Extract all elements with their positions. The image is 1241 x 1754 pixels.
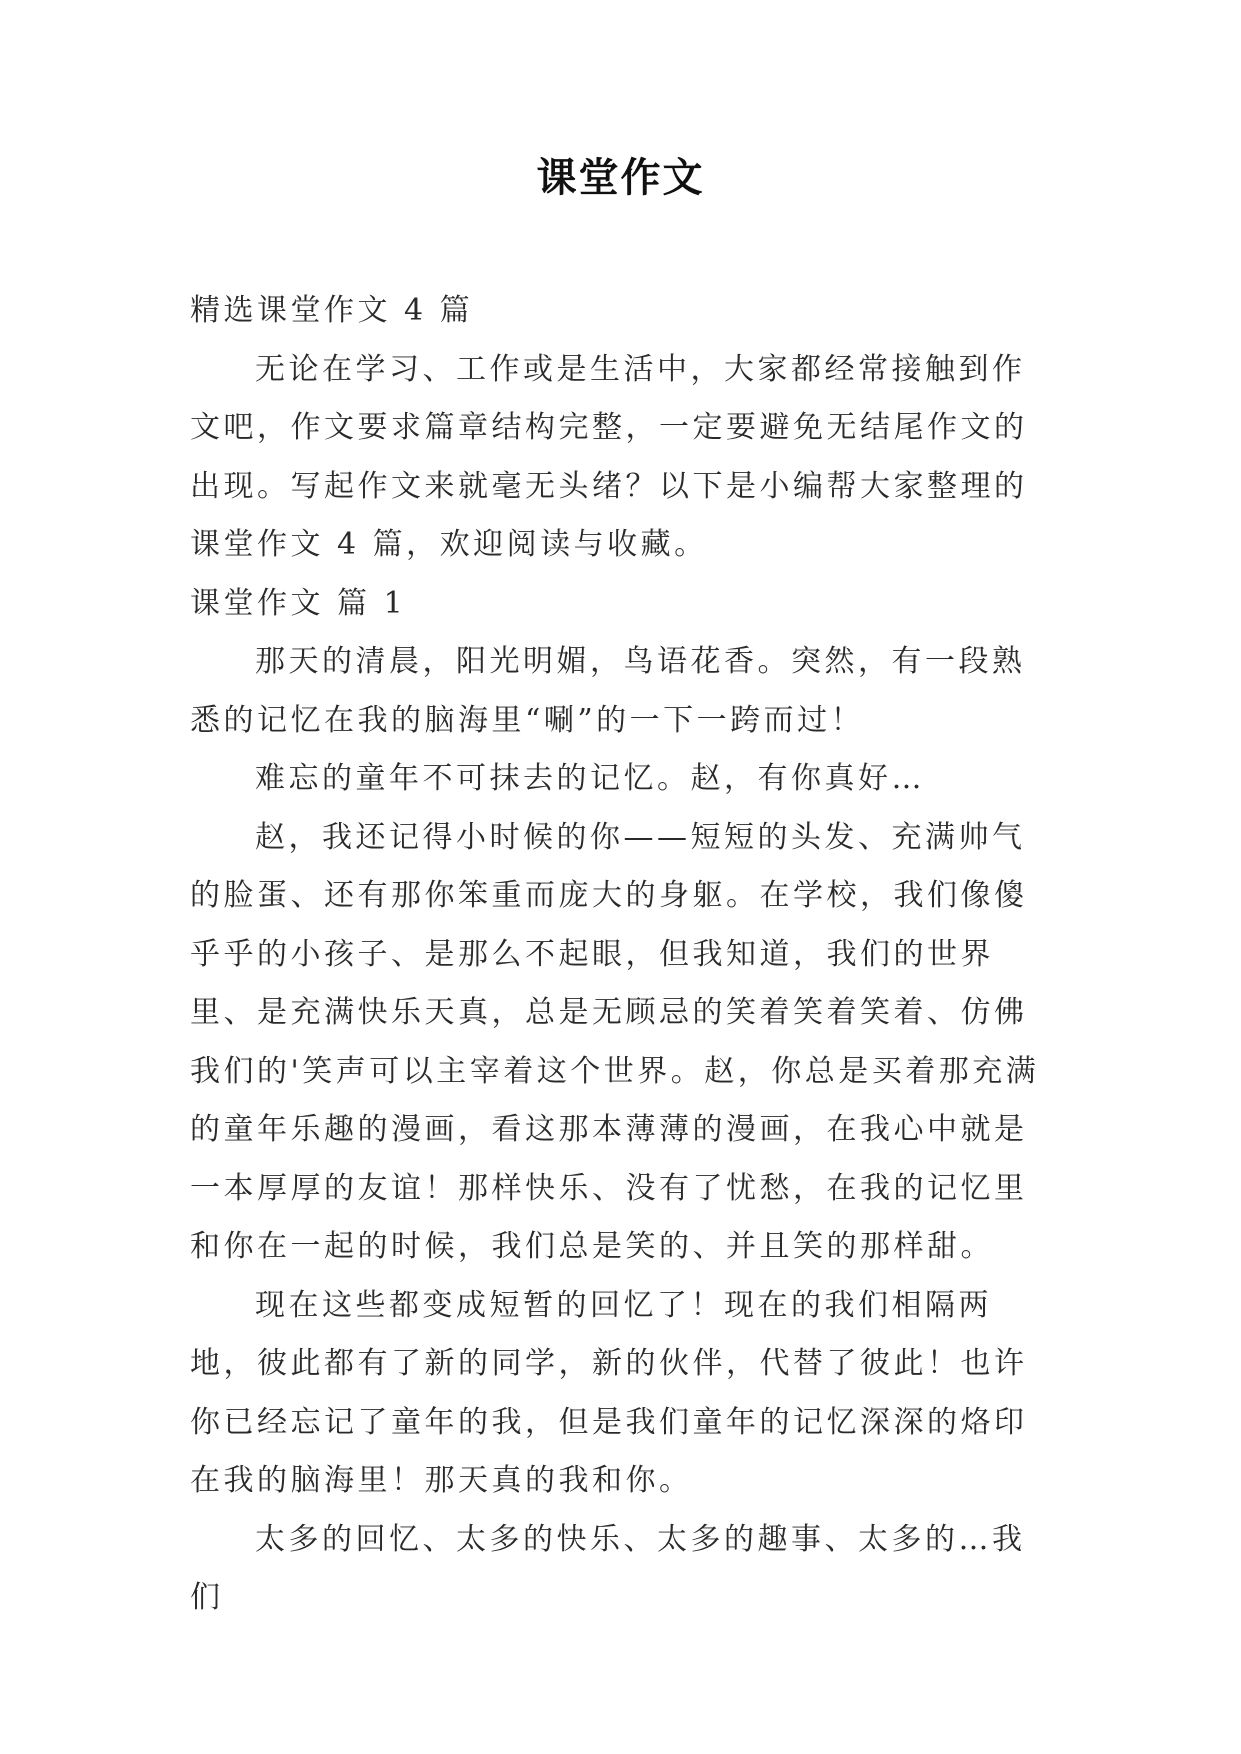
paragraph: 难忘的童年不可抹去的记忆。赵，有你真好… <box>255 761 925 796</box>
paragraph: 那天的清晨，阳光明媚，鸟语花香。突然，有一段熟悉的记忆在我的脑海里“唰”的一下一跨而过！ <box>190 644 1026 738</box>
paragraph: 太多的回忆、太多的快乐、太多的趣事、太多的…我们 <box>190 1521 1026 1615</box>
document-title: 课堂作文 <box>536 154 705 201</box>
intro-heading: 精选课堂作文 4 篇 <box>190 293 474 328</box>
paragraph: 现在这些都变成短暂的回忆了！现在的我们相隔两地，彼此都有了新的同学，新的伙伴，代替了彼此！也许你已经忘记了童年的我，但是我们童年的记忆深深的烙印在我的脑海里！那天真的我和你。 <box>190 1287 1028 1498</box>
section-heading-1: 课堂作文 篇 1 <box>190 585 407 621</box>
paragraph: 赵，我还记得小时候的你——短短的头发、充满帅气的脸蛋、还有那你笨重而庞大的身躯。在学校，我们像傻乎乎的小孩子、是那么不起眼，但我知道，我们的世界里、是充满快乐天真，总是无顾忌的笑着笑着笑着、仿佛我们的'笑声可以主宰着这个世界。赵，你总是买着那充满的童年乐趣的漫画，看这那本薄薄的漫画，在我心中就是一本厚厚的友谊！那样快乐、没有了忧愁，在我的记忆里和你在一起的时候，我们总是笑的、并且笑的那样甜。 <box>190 819 1040 1264</box>
document-body <box>190 282 1050 1628</box>
intro-paragraph: 无论在学习、工作或是生活中，大家都经常接触到作文吧，作文要求篇章结构完整，一定要避免无结尾作文的出现。写起作文来就毫无头绪？以下是小编帮大家整理的课堂作文 4 篇，欢迎阅读与收藏。 <box>190 351 1028 562</box>
